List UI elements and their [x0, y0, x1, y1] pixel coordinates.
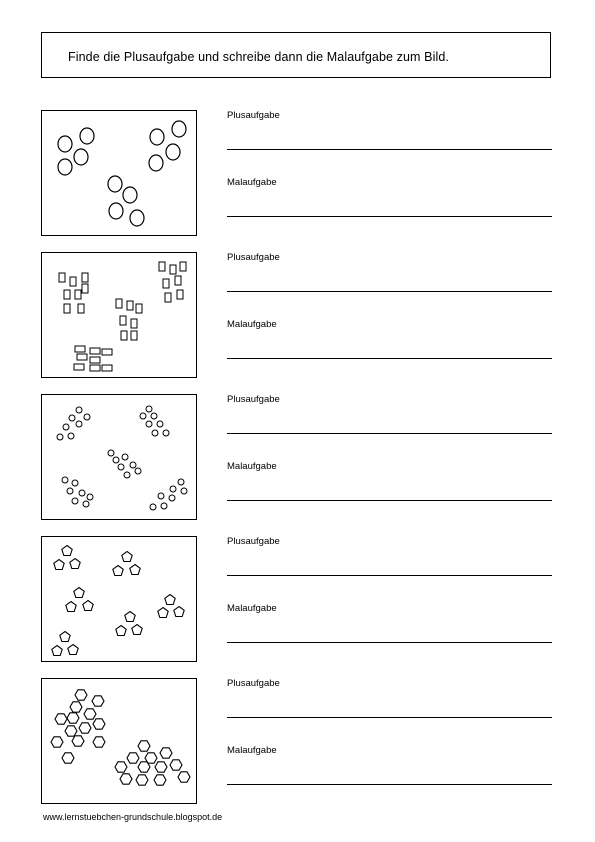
- mal-answer-line-5[interactable]: [227, 784, 552, 785]
- plus-label-3: Plusaufgabe: [227, 394, 280, 405]
- mal-label-4: Malaufgabe: [227, 603, 277, 614]
- mal-answer-line-2[interactable]: [227, 358, 552, 359]
- picture-box-small-circles: [41, 394, 197, 520]
- instruction-box: [41, 32, 551, 78]
- picture-box-rectangles: [41, 252, 197, 378]
- picture-box-hexagons: [41, 678, 197, 804]
- mal-label-1: Malaufgabe: [227, 177, 277, 188]
- mal-label-5: Malaufgabe: [227, 745, 277, 756]
- plus-answer-line-2[interactable]: [227, 291, 552, 292]
- footer-url: www.lernstuebchen-grundschule.blogspot.de: [43, 812, 223, 822]
- instruction-text: Finde die Plusaufgabe und schreibe dann die Malaufgabe zum Bild.: [68, 50, 449, 64]
- pentagons-drawing: [42, 537, 198, 663]
- plus-label-4: Plusaufgabe: [227, 536, 280, 547]
- plus-answer-line-4[interactable]: [227, 575, 552, 576]
- mal-label-3: Malaufgabe: [227, 461, 277, 472]
- plus-answer-line-3[interactable]: [227, 433, 552, 434]
- rectangles-drawing: [42, 253, 198, 379]
- mal-label-2: Malaufgabe: [227, 319, 277, 330]
- plus-label-5: Plusaufgabe: [227, 678, 280, 689]
- circles-drawing: [42, 111, 198, 237]
- hexagons-drawing: [42, 679, 198, 805]
- plus-label-2: Plusaufgabe: [227, 252, 280, 263]
- small-circles-drawing: [42, 395, 198, 521]
- plus-answer-line-5[interactable]: [227, 717, 552, 718]
- mal-answer-line-4[interactable]: [227, 642, 552, 643]
- plus-answer-line-1[interactable]: [227, 149, 552, 150]
- picture-box-circles: [41, 110, 197, 236]
- mal-answer-line-1[interactable]: [227, 216, 552, 217]
- picture-box-pentagons: [41, 536, 197, 662]
- plus-label-1: Plusaufgabe: [227, 110, 280, 121]
- mal-answer-line-3[interactable]: [227, 500, 552, 501]
